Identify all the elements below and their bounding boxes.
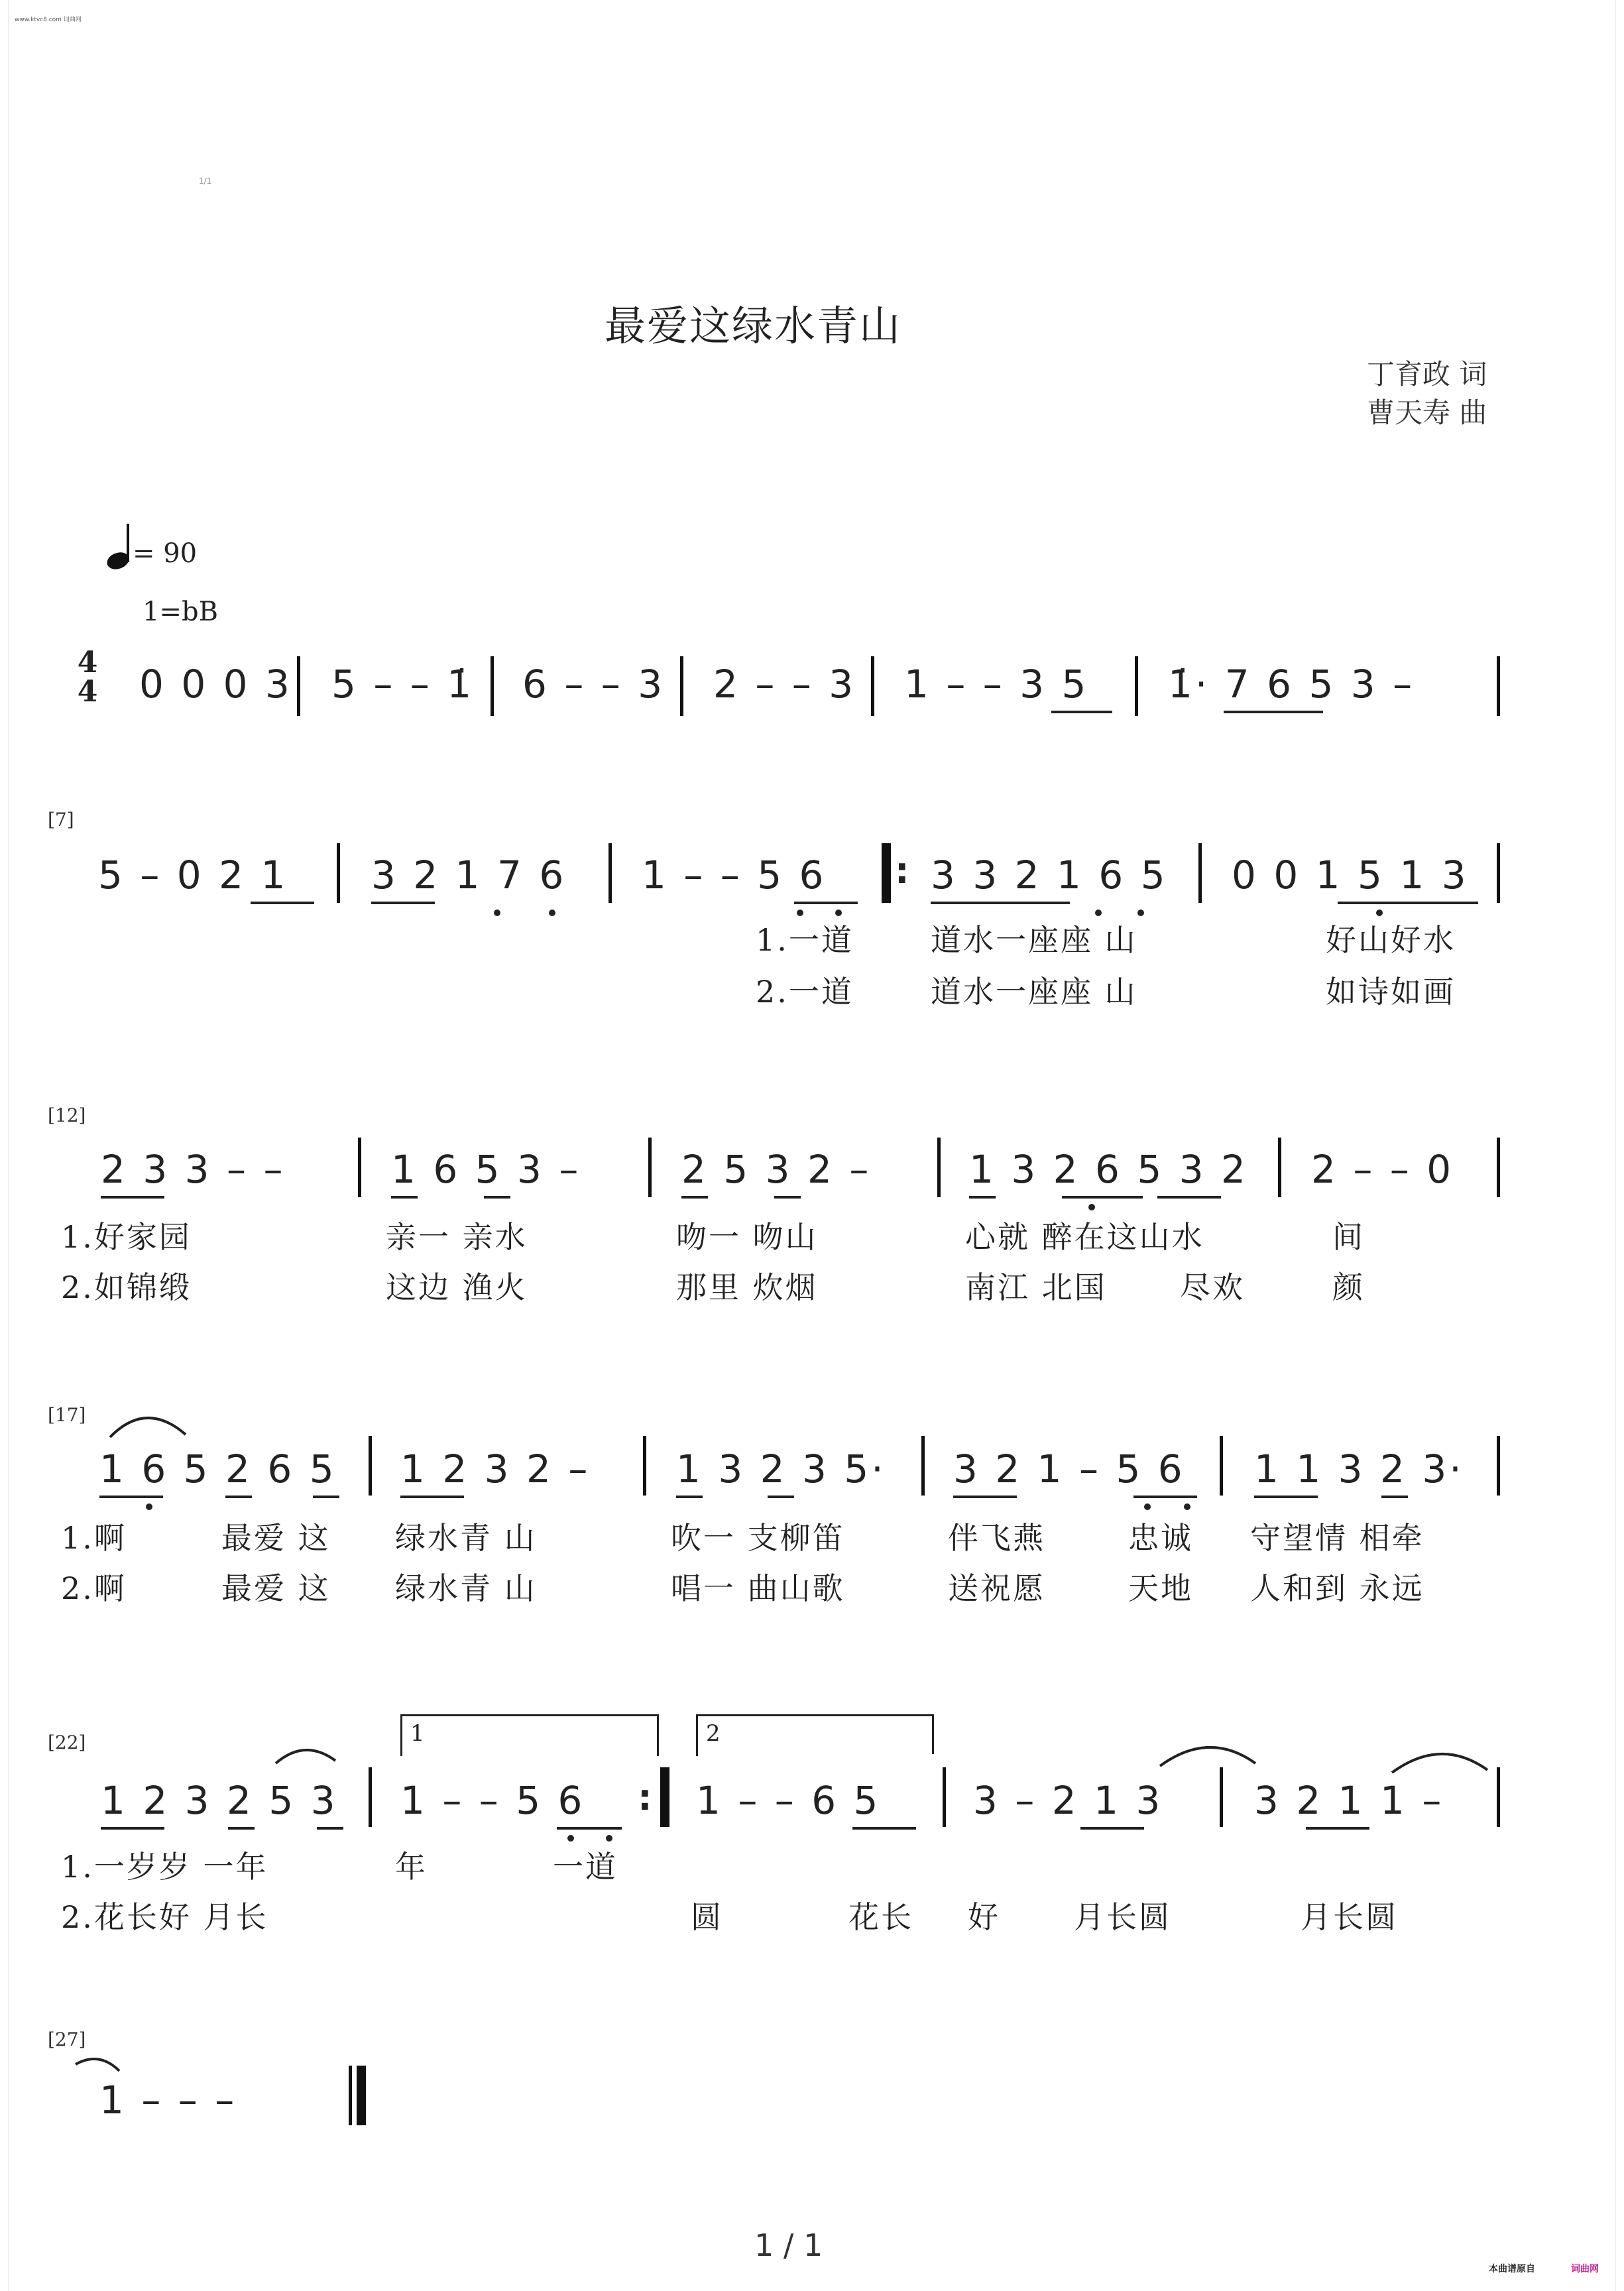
lyric: 道水一座座 山 — [931, 922, 1137, 958]
measure: 1 2 3 2 5 3 — [101, 1778, 338, 1823]
beam-underline — [794, 902, 858, 904]
right-border-strip — [1615, 0, 1624, 2291]
lyric: 2.花长好 月长 — [61, 1899, 268, 1935]
composer-credit: 曹天寿 曲 — [1367, 396, 1487, 429]
volta-bracket-2 — [696, 1714, 934, 1756]
footer-site: 词曲网 — [1571, 2264, 1599, 2274]
barline — [1220, 1436, 1223, 1496]
tie-arc — [73, 2051, 126, 2078]
low-octave-dot — [1095, 910, 1102, 916]
beam-underline — [774, 1196, 801, 1199]
beam-underline — [484, 1196, 510, 1199]
beam-underline — [969, 1196, 996, 1199]
lyric: 那里 炊烟 — [676, 1269, 818, 1305]
lyric: 2.一道 — [756, 974, 854, 1010]
measure-number: [12] — [48, 1104, 86, 1126]
measure: 0 0 0 3 — [139, 662, 292, 707]
lyric: 亲一 亲水 — [386, 1219, 528, 1255]
low-octave-dot — [1144, 1503, 1151, 1510]
barline — [680, 656, 683, 716]
tempo-marking: = 90 — [133, 538, 198, 569]
measure: 2 3 3 – – — [101, 1147, 286, 1192]
beam-underline — [400, 1496, 464, 1498]
measure: 1 3 2 6 5 3 2 — [969, 1147, 1248, 1192]
measure: 1̇· 7 6 5 3 – — [1168, 662, 1415, 707]
low-octave-dot — [549, 910, 555, 916]
left-border-strip — [0, 0, 9, 2291]
lyric: 2.如锦缎 — [61, 1269, 192, 1305]
lyric: 心就 醉在这山水 — [965, 1219, 1204, 1255]
lyric: 2.啊 — [61, 1570, 127, 1606]
measure: 0 0 1 5 1 3 — [1232, 852, 1469, 898]
barline — [871, 656, 874, 716]
measure: 1 3 2 3 5· — [676, 1446, 886, 1492]
lyric: 一道 — [553, 1849, 618, 1885]
lyric: 道水一座座 山 — [931, 974, 1137, 1010]
beam-underline — [225, 1496, 252, 1498]
lyric: 天地 — [1128, 1570, 1193, 1606]
low-octave-dot — [567, 1835, 574, 1842]
lyric: 尽欢 — [1180, 1269, 1245, 1305]
lyric: 人和到 永远 — [1250, 1570, 1424, 1606]
beam-underline — [251, 902, 314, 904]
low-octave-dot — [1088, 1204, 1095, 1210]
final-barline — [357, 2066, 366, 2125]
lyric: 颜 — [1332, 1269, 1365, 1305]
barline — [943, 1767, 946, 1827]
beam-underline — [1254, 1496, 1318, 1498]
beam-underline — [313, 1496, 339, 1498]
measure-number: [7] — [48, 809, 74, 831]
beam-underline — [676, 1496, 703, 1498]
measure: 3 2 1 7 6 — [371, 852, 567, 898]
beam-underline — [768, 1496, 794, 1498]
lyric: 吹一 支柳笛 — [671, 1520, 845, 1556]
measure-number: [27] — [48, 2028, 86, 2050]
barline — [369, 1767, 372, 1827]
repeat-dots-icon: : — [638, 1777, 652, 1818]
barline — [1497, 1138, 1500, 1197]
measure: 1 – – 3 5 — [904, 662, 1089, 707]
low-octave-dot — [1376, 910, 1383, 916]
beam-underline — [1080, 1827, 1144, 1830]
volta-number: 1 — [410, 1720, 425, 1747]
measure: 1 1 3 2 3· — [1254, 1446, 1464, 1492]
low-octave-dot — [835, 910, 842, 916]
measure: 6 – – 3 — [522, 662, 666, 707]
beam-underline — [101, 1196, 164, 1199]
beam-underline — [953, 1496, 1017, 1498]
barline — [1135, 656, 1138, 716]
measure: 2 – – 0 — [1311, 1147, 1454, 1192]
lyric: 好 — [968, 1899, 1000, 1935]
barline — [609, 843, 612, 903]
lyric: 月长圆 — [1074, 1899, 1171, 1935]
measure: 1 – – 6 5 — [696, 1778, 881, 1823]
repeat-start-barline — [882, 843, 891, 903]
lyric: 1.一道 — [756, 922, 854, 958]
low-octave-dot — [1184, 1503, 1190, 1510]
barline — [349, 2066, 352, 2125]
low-octave-dot — [146, 1503, 152, 1510]
measure-number: [17] — [48, 1404, 86, 1426]
measure-number: [22] — [48, 1732, 86, 1753]
barline — [937, 1138, 941, 1197]
tie-arc — [1156, 1737, 1262, 1770]
beam-underline — [931, 902, 1070, 904]
slur-arc — [106, 1408, 199, 1441]
lyric: 忠诚 — [1128, 1520, 1193, 1556]
measure: 3 2 1 1 – — [1254, 1778, 1444, 1823]
lyric: 吻一 吻山 — [676, 1219, 818, 1255]
barline — [921, 1436, 925, 1496]
repeat-dots-icon: : — [895, 850, 909, 892]
lyric: 花长 — [848, 1899, 913, 1935]
measure: 5 – 0 2 1 — [98, 852, 288, 898]
lyric: 绿水青 山 — [395, 1570, 537, 1606]
measure: 3 – 2 1 3 — [973, 1778, 1163, 1823]
beam-underline — [557, 1827, 622, 1830]
barline — [491, 656, 494, 716]
barline — [337, 843, 340, 903]
volta-bracket-end — [932, 1714, 934, 1754]
lyric: 好山好水 — [1326, 922, 1456, 958]
beam-underline — [371, 902, 435, 904]
lyric: 1.好家园 — [61, 1219, 192, 1255]
barline — [1497, 656, 1500, 716]
measure: 5 – – 1̇ — [331, 662, 475, 707]
beam-underline — [317, 1827, 343, 1830]
lyric: 间 — [1332, 1219, 1365, 1255]
volta-bracket-1 — [400, 1714, 659, 1756]
tie-arc — [1388, 1743, 1494, 1777]
beam-underline — [1224, 711, 1323, 713]
beam-underline — [681, 1196, 708, 1199]
lyric: 唱一 曲山歌 — [671, 1570, 845, 1606]
barline — [1278, 1138, 1281, 1197]
barline — [648, 1138, 652, 1197]
lyric: 伴飞燕 — [948, 1520, 1045, 1556]
lyric: 最爱 这 — [221, 1520, 331, 1556]
low-octave-dot — [1137, 910, 1144, 916]
lyric: 守望情 相牵 — [1250, 1520, 1424, 1556]
beam-underline — [1306, 1827, 1369, 1830]
measure: 3 3 2 1 6 5 — [931, 852, 1168, 898]
barline — [369, 1436, 372, 1496]
measure: 1 6 5 3 – — [391, 1147, 581, 1192]
low-octave-dot — [494, 910, 500, 916]
lyric: 1.一岁岁 一年 — [61, 1849, 268, 1885]
slur-arc — [272, 1741, 345, 1767]
page-number: 1 / 1 — [754, 2227, 823, 2263]
lyric: 南江 北国 — [965, 1269, 1107, 1305]
measure: 1 – – 5 6 — [642, 852, 827, 898]
footer-source: 本曲谱原自 — [1489, 2264, 1535, 2274]
lyric: 送祝愿 — [948, 1570, 1045, 1606]
beam-underline — [391, 1196, 418, 1199]
barline — [1198, 843, 1202, 903]
lyric: 最爱 这 — [221, 1570, 331, 1606]
beam-underline — [228, 1827, 255, 1830]
time-signature-top: 4 — [77, 646, 98, 679]
low-octave-dot — [606, 1835, 612, 1842]
time-signature-bottom: 4 — [77, 675, 98, 709]
lyric: 绿水青 山 — [395, 1520, 537, 1556]
measure: 2 5 3 2 – — [681, 1147, 872, 1192]
beam-underline — [1051, 711, 1112, 713]
volta-number: 2 — [706, 1720, 721, 1747]
measure: 3 2 1 – 5 6 — [953, 1446, 1185, 1492]
barline — [297, 656, 300, 716]
repeat-end-barline — [660, 1767, 669, 1827]
measure: 1 2 3 2 – — [400, 1446, 591, 1492]
lyric: 圆 — [691, 1899, 723, 1935]
beam-underline — [1381, 1496, 1408, 1498]
beam-underline — [101, 1827, 164, 1830]
measure: 1 6 5 2 6 5 — [99, 1446, 337, 1492]
beam-underline — [1062, 1196, 1143, 1199]
barline — [643, 1436, 646, 1496]
barline — [1220, 1767, 1223, 1827]
site-header: www.ktvc8.com 词曲网 — [15, 17, 82, 23]
lyric: 这边 渔火 — [386, 1269, 528, 1305]
measure: 1 – – 5 6 — [400, 1778, 585, 1823]
song-title: 最爱这绿水青山 — [605, 302, 902, 350]
lyric: 如诗如画 — [1326, 974, 1456, 1010]
barline — [1497, 843, 1500, 903]
lyric: 1.啊 — [61, 1520, 127, 1556]
beam-underline — [1338, 902, 1478, 904]
key-signature: 1=bB — [143, 597, 218, 627]
beam-underline — [852, 1827, 916, 1830]
barline — [358, 1138, 361, 1197]
low-octave-dot — [797, 910, 803, 916]
page-marker: 1/1 — [199, 176, 212, 186]
beam-underline — [99, 1496, 163, 1498]
measure: 2 – – 3 — [713, 662, 856, 707]
measure: 1 – – – — [99, 2078, 237, 2123]
beam-underline — [1133, 1496, 1197, 1498]
lyric: 年 — [395, 1849, 428, 1885]
barline — [1497, 1436, 1500, 1496]
lyricist-credit: 丁育政 词 — [1367, 358, 1487, 390]
time-signature — [74, 646, 101, 709]
barline — [1497, 1767, 1500, 1827]
lyric: 月长圆 — [1301, 1899, 1398, 1935]
beam-underline — [1157, 1196, 1221, 1199]
